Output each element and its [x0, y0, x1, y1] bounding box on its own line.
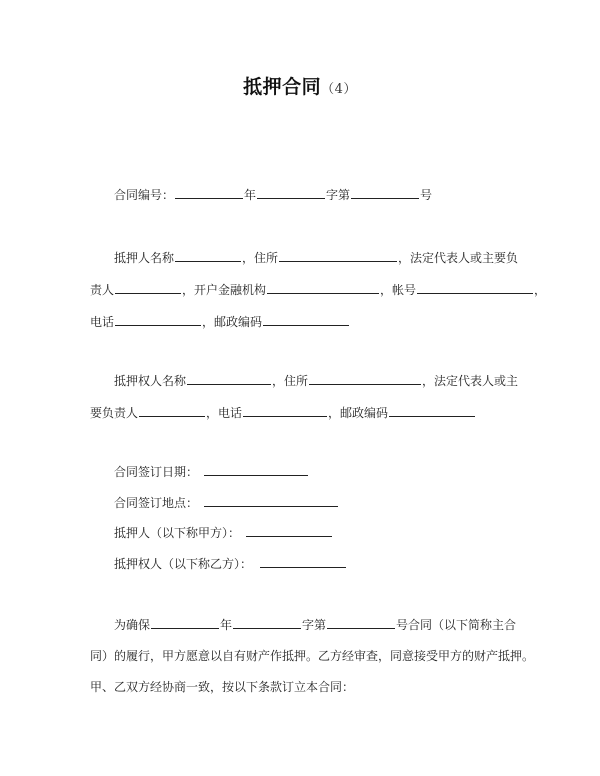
mortgagor-bank-label: ，开户金融机构	[182, 283, 267, 297]
mortgagor-account-field[interactable]	[417, 281, 533, 294]
mortgagor-phone-label: 电话	[90, 315, 115, 329]
mortgagee-phone-label: ，电话	[206, 406, 243, 420]
main-contract-serial-field[interactable]	[327, 616, 395, 629]
mortgagor-account-label: ，帐号	[380, 283, 417, 297]
main-contract-prefix-field[interactable]	[151, 616, 219, 629]
mortgagee-address-label: ，住所	[272, 374, 309, 388]
mortgagee-line-2	[90, 404, 476, 421]
mortgagor-line-1	[114, 249, 518, 266]
signing-date-label: 合同签订日期：	[114, 465, 199, 479]
preamble-line-2	[90, 648, 534, 664]
comma: ，	[534, 283, 547, 297]
mortgagor-name-label: 抵押人名称	[114, 251, 175, 265]
party-a-field[interactable]	[246, 524, 332, 537]
mortgagee-rep-field[interactable]	[139, 404, 205, 417]
mortgagor-postcode-field[interactable]	[263, 313, 349, 326]
zidi-label: 字第	[326, 188, 351, 202]
contract-number-line	[114, 186, 432, 203]
signing-date-line	[114, 463, 309, 480]
mortgagor-address-label: ，住所	[242, 251, 279, 265]
mortgagee-postcode-label: ，邮政编码	[328, 406, 389, 420]
signing-place-line	[114, 494, 339, 511]
contract-serial-field[interactable]	[351, 186, 419, 199]
contract-number-prefix-field[interactable]	[175, 186, 243, 199]
party-b-label: 抵押权人（以下称乙方）：	[114, 557, 253, 571]
contract-year-field[interactable]	[257, 186, 325, 199]
hao-label: 号	[420, 188, 433, 202]
preamble-text-2: 同）的履行，甲方愿意以自有财产作抵押。乙方经审查，同意接受甲方的财产抵押。	[90, 649, 535, 663]
mortgagor-postcode-label: ，邮政编码	[202, 315, 263, 329]
mortgagor-name-field[interactable]	[175, 249, 241, 262]
mortgagee-address-field[interactable]	[309, 372, 421, 385]
party-b-line	[114, 555, 347, 572]
party-a-line	[114, 524, 333, 541]
mortgagee-name-field[interactable]	[187, 372, 271, 385]
preamble-zidi-label: 字第	[302, 618, 327, 632]
mortgagee-name-label: 抵押权人名称	[114, 374, 187, 388]
party-a-label: 抵押人（以下称甲方）：	[114, 526, 241, 540]
preamble-line-1	[114, 616, 516, 633]
mortgagee-line-1	[114, 372, 518, 389]
preamble-end: 号合同（以下简称主合	[396, 618, 517, 632]
mortgagor-phone-field[interactable]	[115, 313, 201, 326]
preamble-text-3: 甲、乙双方经协商一致，按以下条款订立本合同：	[90, 680, 355, 694]
mortgagee-postcode-field[interactable]	[389, 404, 475, 417]
signing-place-label: 合同签订地点：	[114, 496, 199, 510]
mortgagor-rep-label-cont: 责人	[90, 283, 115, 297]
mortgagor-rep-field[interactable]	[115, 281, 181, 294]
mortgagor-rep-label: ，法定代表人或主要负	[398, 251, 519, 265]
mortgagor-line-2	[90, 281, 546, 298]
mortgagor-bank-field[interactable]	[267, 281, 379, 294]
preamble-start: 为确保	[114, 618, 151, 632]
mortgagee-rep-label-cont: 要负责人	[90, 406, 139, 420]
mortgagee-rep-label: ，法定代表人或主	[422, 374, 519, 388]
signing-place-field[interactable]	[204, 494, 338, 507]
main-contract-year-field[interactable]	[233, 616, 301, 629]
signing-date-field[interactable]	[204, 463, 308, 476]
document-title	[0, 72, 600, 99]
preamble-year-label: 年	[220, 618, 233, 632]
title-number: （4）	[321, 82, 357, 97]
mortgagor-line-3	[90, 313, 350, 330]
title-main: 抵押合同	[243, 76, 322, 98]
mortgagee-phone-field[interactable]	[243, 404, 327, 417]
party-b-field[interactable]	[260, 555, 346, 568]
contract-number-label: 合同编号：	[114, 188, 175, 202]
year-label: 年	[244, 188, 257, 202]
mortgagor-address-field[interactable]	[279, 249, 397, 262]
preamble-line-3	[90, 679, 354, 695]
